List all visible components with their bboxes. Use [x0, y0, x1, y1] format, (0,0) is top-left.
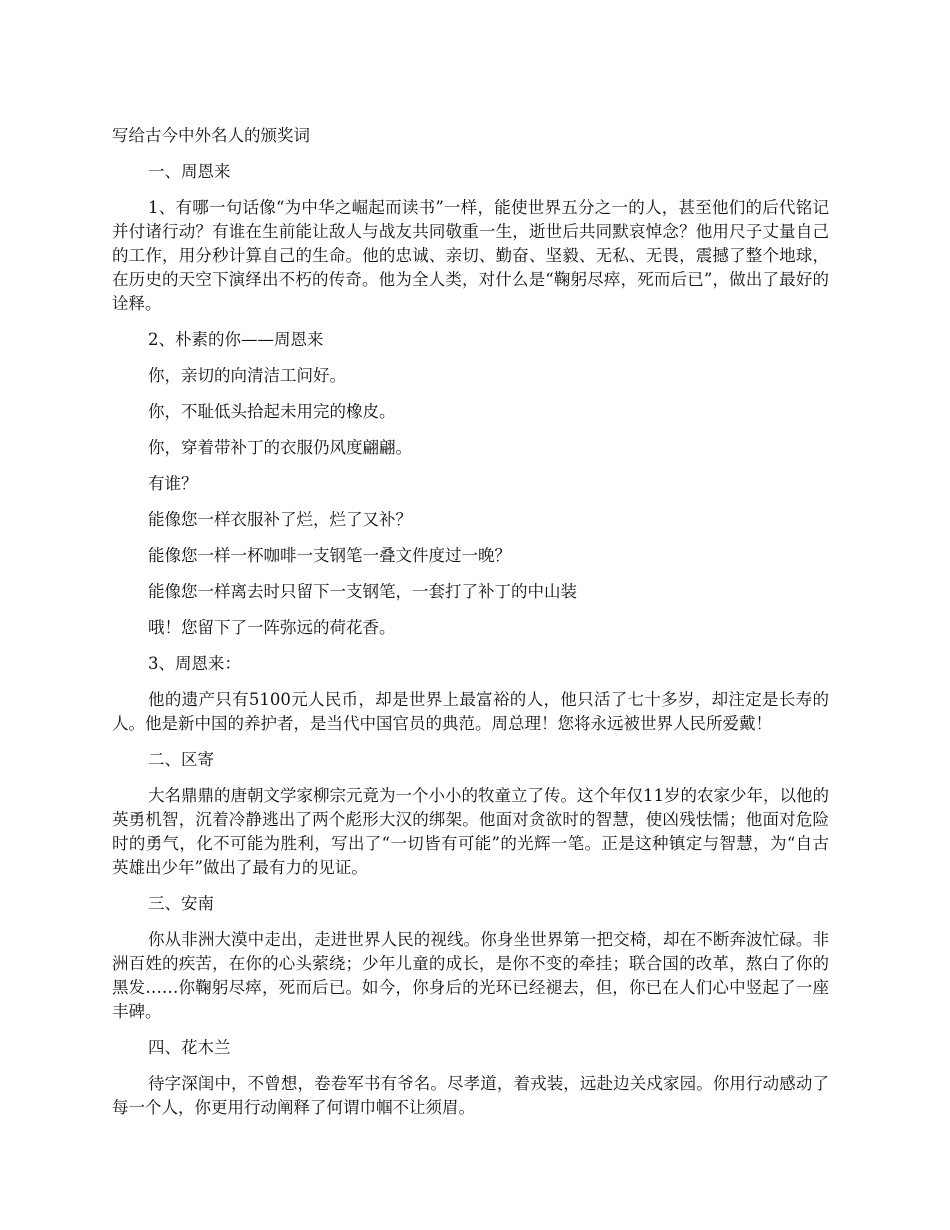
poem-line: 有谁？: [148, 474, 198, 493]
poem-line: 你，亲切的向清洁工问好。: [148, 366, 346, 385]
paragraph: 大名鼎鼎的唐朝文学家柳宗元竟为一个小小的牧童立了传。这个年仅11岁的农家少年，以他的英勇机智，沉着冷静逃出了两个彪形大汉的绑架。他面对贪欲时的智慧，使凶残怯懦；他面对危险时的勇气，化不可能为胜利，写出了“一切皆有可能”的光辉一笔。正是这种镇定与智慧，为“自古英雄出少年”做出了最有力的见证。: [112, 786, 829, 877]
poem-line: 能像您一样一杯咖啡一支钢笔一叠文件度过一晚？: [148, 546, 511, 565]
subheading: 3、周恩来：: [148, 654, 241, 673]
section-heading-hua-mulan: 四、花木兰: [148, 1038, 231, 1057]
section-heading-zhou-enlai: 一、周恩来: [148, 162, 231, 181]
subheading: 2、朴素的你——周恩来: [148, 330, 324, 349]
section-heading-annan: 三、安南: [148, 894, 214, 913]
section-heading-qu-ji: 二、区寄: [148, 750, 214, 769]
paragraph: 你从非洲大漠中走出，走进世界人民的视线。你身坐世界第一把交椅，却在不断奔波忙碌。非洲百姓的疾苦，在你的心头萦绕；少年儿童的成长，是你不变的牵挂；联合国的改革，熬白了你的黑发……你鞠躬尽瘁，死而后已。如今，你身后的光环已经褪去，但，你已在人们心中竖起了一座丰碑。: [112, 930, 829, 1021]
poem-line: 哦！您留下了一阵弥远的荷花香。: [148, 618, 396, 637]
document-page: [112, 124, 829, 1132]
poem-line: 能像您一样离去时只留下一支钢笔，一套打了补丁的中山装: [148, 582, 577, 601]
document-title: 写给古今中外名人的颁奖词: [112, 126, 310, 145]
poem-line: 你，穿着带补丁的衣服仍风度翩翩。: [148, 438, 412, 457]
poem-line: 能像您一样衣服补了烂，烂了又补？: [148, 510, 412, 529]
poem-line: 你，不耻低头拾起未用完的橡皮。: [148, 402, 396, 421]
paragraph: 1、有哪一句话像“为中华之崛起而读书”一样，能使世界五分之一的人，甚至他们的后代铭记并付诸行动？有谁在生前能让敌人与战友共同敬重一生，逝世后共同默哀悼念？他用尺子丈量自己的工作，用分秒计算自己的生命。他的忠诚、亲切、勤奋、坚毅、无私、无畏，震撼了整个地球，在历史的天空下演绎出不朽的传奇。他为全人类，对什么是“鞠躬尽瘁，死而后已”，做出了最好的诠释。: [112, 198, 829, 313]
paragraph: 待字深闺中，不曾想，卷卷军书有爷名。尽孝道，着戎装，远赴边关戍家园。你用行动感动了每一个人，你更用行动阐释了何谓巾帼不让须眉。: [112, 1074, 829, 1117]
paragraph: 他的遗产只有5100元人民币，却是世界上最富裕的人，他只活了七十多岁，却注定是长寿的人。他是新中国的养护者，是当代中国官员的典范。周总理！您将永远被世界人民所爱戴！: [112, 690, 829, 733]
